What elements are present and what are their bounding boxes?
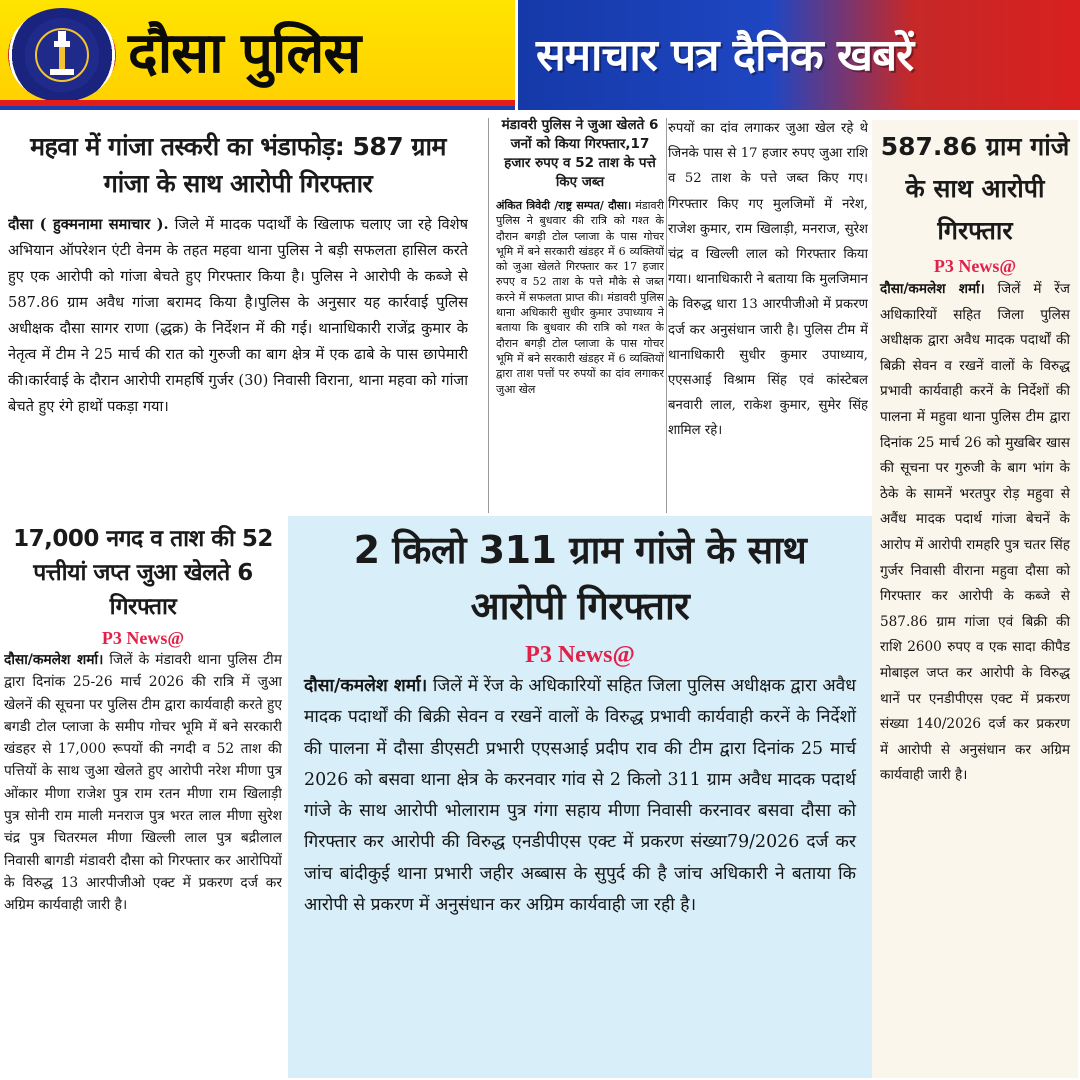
article-body: [496, 198, 664, 397]
article-headline: मंडावरी पुलिस ने जुआ खेलते 6 जनों को किया गिरफ्तार,17 हजार रुपए व 52 ताश के पत्ते किए जब्त: [501, 117, 659, 190]
article-headline: 587.86 ग्राम गांजे के साथ आरोपी गिरफ्तार: [880, 132, 1070, 245]
article-2kg-ganja-featured: [288, 516, 872, 1078]
article-headline: महवा में गांजा तस्करी का भंडाफोड़: 587 ग्राम गांजा के साथ आरोपी गिरफ्तार: [30, 132, 446, 198]
article-mandawari-gambling: [496, 116, 664, 514]
column-divider: [488, 118, 489, 513]
article-ganja-mahwa: [8, 128, 468, 500]
article-17000-cash: [4, 522, 282, 1077]
article-dateline: दौसा/कमलेश शर्मा।: [880, 281, 985, 297]
article-body-text: जिलें में रेंज अधिकारियों सहित जिला पुलिस अधीक्षक द्वारा अवैध मादक पदार्थों की बिक्री सेवन व रखनें वालों के विरुद्ध प्रभावी कार्यवाही करनें के निर्देशों की पालना में महुवा थाना पुलिस टीम द्वारा दिनांक 25 मार्च 26 को मुखबिर खास की सूचना पर गुरुजी के बाग भांग के ठेके के सामनें भरतपुर रोड़ महुवा से अवैंध मादक पदार्थ गांजा बेचनें के आरोप में आरोपी रामहरि पुत्र चतर सिंह गुर्जर निवासी वीराना महुवा दौसा को गिरफ्तार कर आरोपी के कब्जे से 587.86 ग्राम गांजा एवं बिक्री की राशि 2600 रुपए व एक सादा कीपैड मोबाइल जप्त कर आरोपी के विरुद्ध थानें पर एनडीपीएस एक्ट में प्रकरण संख्या 140/2026 दर्ज कर प्रकरण में आरोपी से अनुसंधान कर अग्रिम कार्यवाही जारी है।: [880, 281, 1070, 784]
column-divider: [666, 118, 667, 513]
brand-title: दौसा पुलिस: [128, 21, 361, 86]
article-dateline: अंकित त्रिवेदी /राष्ट्र सम्पत/ दौसा।: [496, 199, 632, 212]
article-mandawari-continued: [668, 116, 868, 514]
banner-right: [515, 0, 1080, 110]
article-dateline: दौसा/कमलेश शर्मा।: [4, 652, 104, 668]
article-body-text: जिले में मादक पदार्थों के खिलाफ चलाए जा रहे विशेष अभियान ऑपरेशन एंटी वेनम के तहत महवा थाना पुलिस ने बड़ी सफलता हासिल करते हुए एक आरोपी को गांजा बेचते हुए गिरफ्तार किया है। पुलिस ने आरोपी के कब्जे से 587.86 ग्राम अवैध गांजा बरामद किया है।पुलिस के अनुसार यह कार्रवाई पुलिस अधीक्षक दौसा सागर राणा (द्धक्र) के निर्देशन में की गई। थानाधिकारी राजेंद्र कुमार के नेतृत्व में टीम ने 25 मार्च की रात को गुरुजी का बाग क्षेत्र में एक ढाबे के पास छापेमारी की।कार्रवाई के दौरान आरोपी रामहर्षि गुर्जर (30) निवासी विराना, थाना महवा को गांजा बेचते हुए रंगे हाथों पकड़ा गया।: [8, 216, 468, 415]
article-dateline: दौसा ( हुक्मनामा समाचार ).: [8, 216, 169, 233]
article-587-gram: [872, 120, 1078, 1078]
article-body: [304, 671, 856, 921]
news-source-tag: P3 News@: [525, 642, 635, 668]
article-body-text: रुपयों का दांव लगाकर जुआ खेल रहे थे जिनके पास से 17 हजार रुपए जुआ राशि व 52 ताश के पत्ते जब्त किए गए। गिरफ्तार किए गए मुलजिमों में नरेश, राजेश कुमार, राम खिलाड़ी, मनराज, सुरेश चंद्र व खिल्ली लाल को गिरफ्तार किया गया। थानाधिकारी ने बताया कि मुलजिमान के विरुद्ध धारा 13 आरपीजीओ में प्रकरण दर्ज कर अनुसंधान जारी है। पुलिस टीम में थानाधिकारी सुधीर कुमार उपाध्याय, एएसआई विश्राम सिंह एवं कांस्टेबल बनवारी लाल, राकेश कुमार, सुमेर सिंह शामिल रहे।: [668, 121, 868, 439]
article-body-text: मंडावरी पुलिस ने बुधवार की रात्रि को गश्त के दौरान बगड़ी टोल प्लाजा के पास गोचर भूमि में बने सरकारी खंडहर में 6 व्यक्तियों को जुआ खेलते गिरफ्तार कर 17 हजार रुपए व 52 ताश के पत्ते मौके से जब्त करने में सफलता प्राप्त की। मंडावरी पुलिस थाना अधिकारी सुधीर कुमार उपाध्याय ने बताया कि बुधवार की रात्रि को गश्त के दौरान बगड़ी टोल प्लाजा के पास गोचर भूमि में बने सरकारी खंडहर में 6 व्यक्तियों द्वारा ताश पत्तों पर रुपयों का दांव लगाकर जुआ खेल: [496, 199, 664, 396]
article-body: [4, 649, 282, 917]
police-emblem-icon: [32, 25, 92, 85]
banner-tagline: समाचार पत्र दैनिक खबरें: [536, 30, 914, 81]
news-source-tag: P3 News@: [101, 628, 185, 648]
banner-left: [0, 0, 515, 110]
article-body: [880, 277, 1070, 789]
article-body: [8, 212, 468, 420]
article-dateline: दौसा/कमलेश शर्मा।: [304, 676, 428, 696]
article-body-text: जिलें के मंडावरी थाना पुलिस टीम द्वारा दिनांक 25-26 मार्च 2026 की रात्रि में जुआ खेलनें की सूचना पर पुलिस टीम द्वारा कार्यवाही करते हुए बगडी टोल प्लाजा के समीप गोचर भूमि में बने सरकारी खंडहर से 17,000 रूपयों की नगदी व 52 ताश की पत्तियों के साथ जुआ खेलते हुए आरोपी नरेश मीणा पुत्र ओंकार मीणा राजेश पुत्र राम रतन मीणा राम खिलाड़ी पुत्र सोनी राम माली मनराज पुत्र भरत लाल मीणा सुरेश चंद्र पुत्र चितरमल मीणा खिल्ली लाल पुत्र बद्रीलाल निवासी बागडी मंडावरी दौसा को गिरफ्तार कर आरोपियों के विरुद्ध 13 आरपीजीओ एक्ट में प्रकरण दर्ज कर अग्रिम कार्यवाही जारी है।: [4, 652, 282, 914]
article-headline: 17,000 नगद व ताश की 52 पत्तीयां जप्त जुआ खेलते 6 गिरफ्तार: [13, 526, 273, 620]
article-body-text: जिलें में रेंज के अधिकारियों सहित जिला पुलिस अधीक्षक द्वारा अवैध मादक पदार्थों की बिक्री सेवन व रखनें वालों के विरुद्ध प्रभावी कार्यवाही करनें के निर्देशों की पालना में दौसा डीएसटी प्रभारी एएसआई प्रदीप राव की टीम द्वारा दिनांक 25 मार्च 2026 को बसवा थाना क्षेत्र के करनवार गांव से 2 किलो 311 ग्राम अवैध मादक पदार्थ गांजे के साथ आरोपी भोलाराम पुत्र गंगा सहाय मीणा निवासी करनावर बसवा दौसा को गिरफ्तार कर आरोपी की विरुद्ध एनडीपीएस एक्ट में प्रकरण संख्या79/2026 दर्ज कर जांच बांदीकुई थाना प्रभारी जहीर अब्बास के सुपुर्द की है जांच अधिकारी ने बताया कि आरोपी से प्रकरण में अनुसंधान कर अग्रिम कार्यवाही जा रही है।: [304, 676, 856, 916]
police-logo: [8, 8, 116, 102]
news-source-tag: P3 News@: [933, 256, 1017, 276]
article-headline: 2 किलो 311 ग्राम गांजे के साथ आरोपी गिरफ्तार: [353, 528, 807, 628]
